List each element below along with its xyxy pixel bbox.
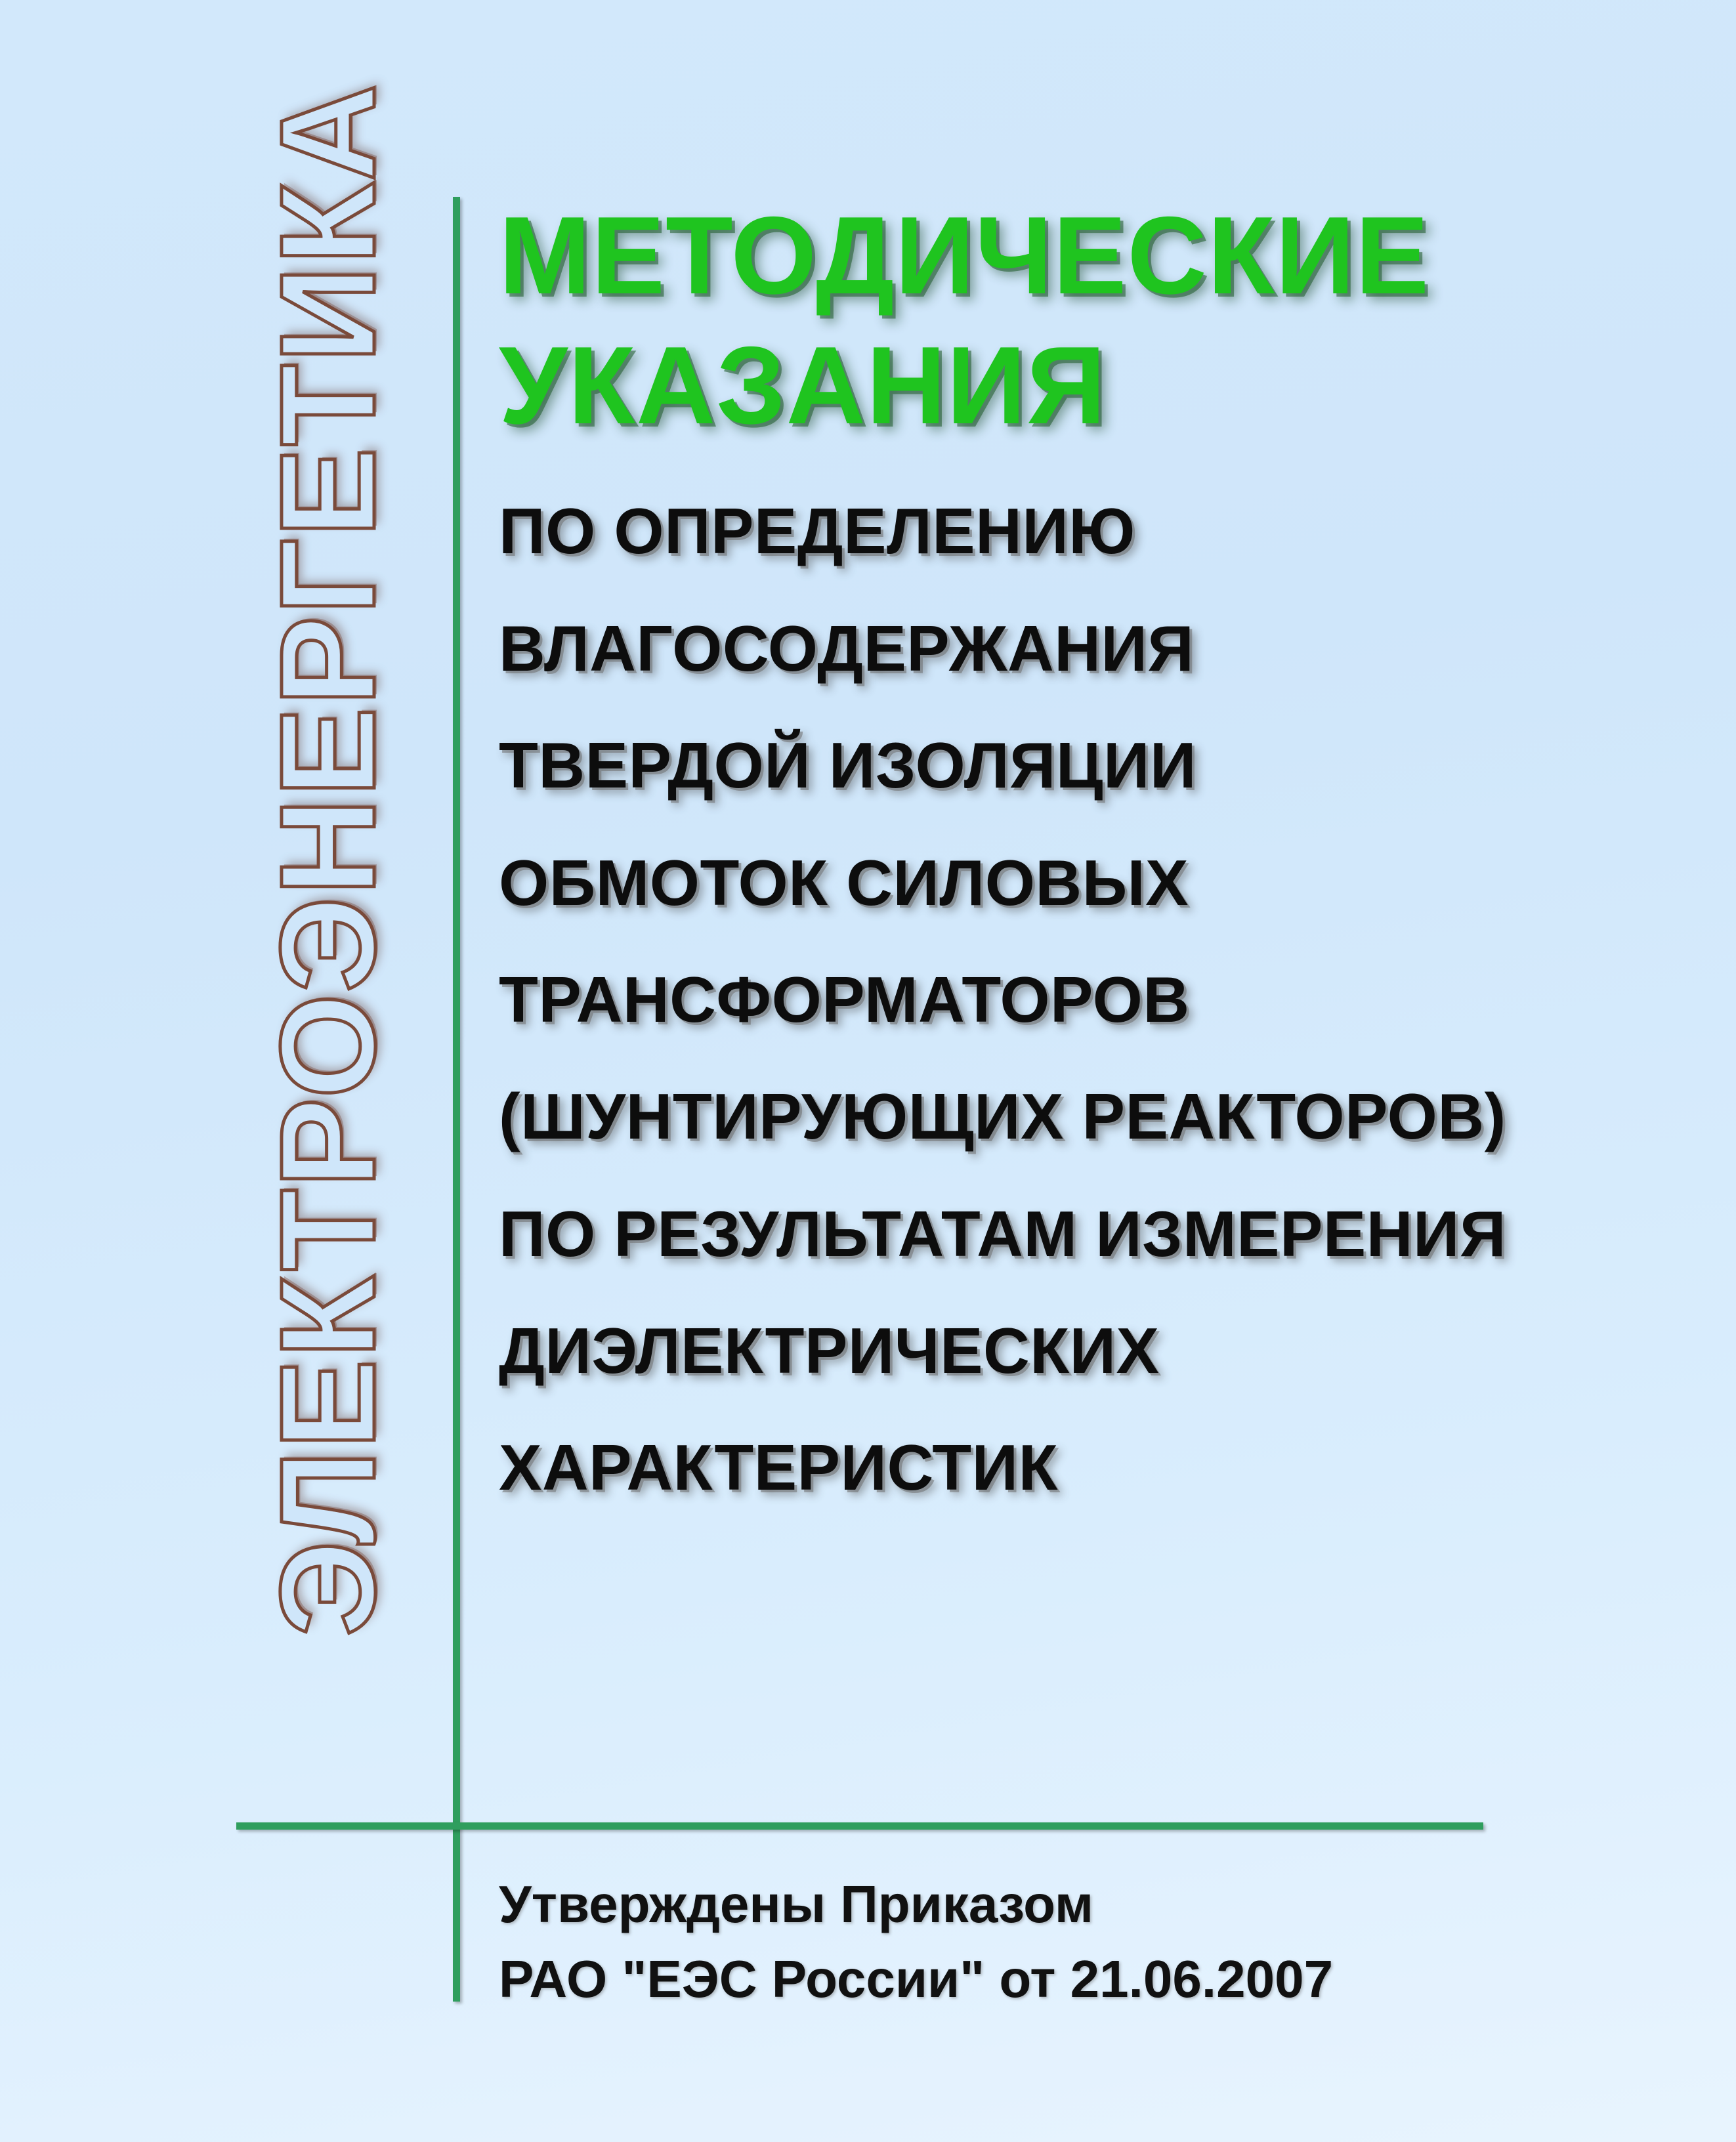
subtitle-line: ПО РЕЗУЛЬТАТАМ ИЗМЕРЕНИЯ [499,1197,1506,1270]
subtitle-line: (ШУНТИРУЮЩИХ РЕАКТОРОВ) [499,1080,1506,1153]
horizontal-rule [236,1822,1483,1830]
title-line: УКАЗАНИЯ [499,324,1107,448]
subtitle-line: ХАРАКТЕРИСТИК [499,1431,1058,1504]
subtitle-line: ВЛАГОСОДЕРЖАНИЯ [499,612,1195,684]
document-subtitle [499,472,1680,1526]
vertical-rule [453,197,460,2002]
series-label: ЭЛЕКТРОЭНЕРГЕТИКА [253,83,403,1637]
subtitle-line: ОБМОТОК СИЛОВЫХ [499,846,1189,919]
subtitle-line: ТВЕРДОЙ ИЗОЛЯЦИИ [499,729,1196,802]
title-line: МЕТОДИЧЕСКИЕ [499,194,1430,317]
page-title [499,190,1680,450]
subtitle-line: ПО ОПРЕДЕЛЕНИЮ [499,495,1135,568]
approval-line: Утверждены Приказом [499,1875,1094,1933]
series-spine [243,46,413,1673]
subtitle-line: ТРАНСФОРМАТОРОВ [499,963,1190,1036]
cover-content [499,190,1680,1526]
approval-line: РАО "ЕЭС России" от 21.06.2007 [499,1949,1334,2008]
approval-note [499,1867,1680,2016]
subtitle-line: ДИЭЛЕКТРИЧЕСКИХ [499,1314,1160,1387]
